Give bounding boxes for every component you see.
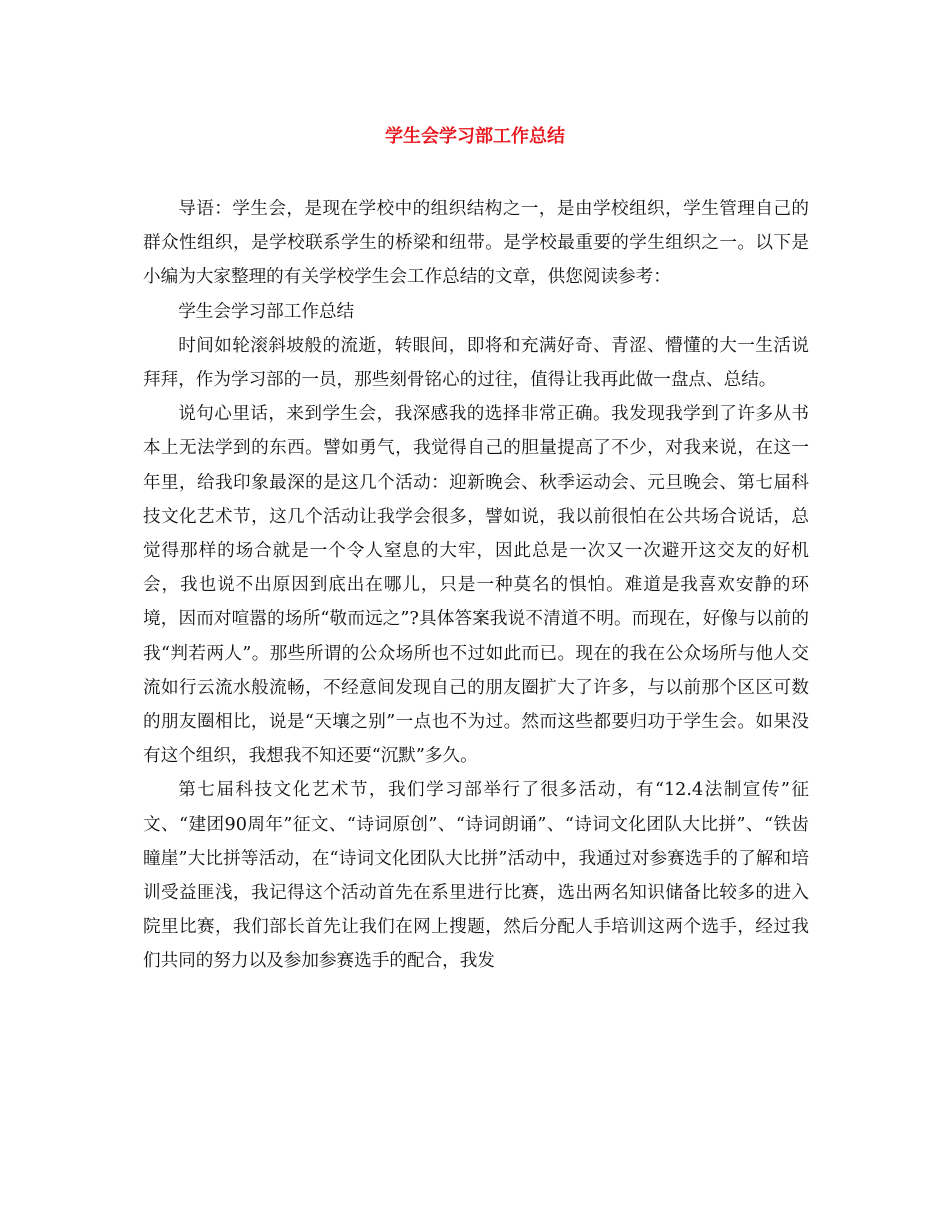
document-title: 学生会学习部工作总结 [385,126,565,147]
paragraph-2: 说句心里话，来到学生会，我深感我的选择非常正确。我发现我学到了许多从书本上无法学到的东西。譬如勇气，我觉得自己的胆量提高了不少，对我来说，在这一年里，给我印象最深的是这几个活动：迎新晚会、秋季运动会、元旦晚会、第七届科技文化艺术节，这几个活动让我学会很多，譬如说，我以前很怕在公共场合说话，总觉得那样的场合就是一个令人窒息的大牢，因此总是一次又一次避开这交友的好机会，我也说不出原因到底出在哪儿，只是一种莫名的惧怕。难道是我喜欢安静的环境，因而对喧嚣的场所“敬而远之”?具体答案我说不清道不明。而现在，好像与以前的我“判若两人”。那些所谓的公众场所也不过如此而已。现在的我在公众场所与他人交流如行云流水般流畅，不经意间发现自己的朋友圈扩大了许多，与以前那个区区可数的朋友圈相比，说是“天壤之别”一点也不为过。然而这些都要归功于学生会。如果没有这个组织，我想我不知还要“沉默”多久。 [143,404,809,767]
paragraph-1: 时间如轮滚斜坡般的流逝，转眼间，即将和充满好奇、青涩、懵懂的大一生活说拜拜，作为学习部的一员，那些刻骨铭心的过往，值得让我再此做一盘点、总结。 [143,335,809,391]
document-body [143,192,809,979]
paragraph-intro: 导语：学生会，是现在学校中的组织结构之一，是由学校组织，学生管理自己的群众性组织，是学校联系学生的桥梁和纽带。是学校最重要的学生组织之一。以下是小编为大家整理的有关学校学生会工作总结的文章，供您阅读参考： [143,199,809,288]
paragraph-3: 第七届科技文化艺术节，我们学习部举行了很多活动，有“12.4法制宣传”征文、“建团90周年”征文、“诗词原创”、“诗词朗诵”、“诗词文化团队大比拼”、“铁齿瞳崖”大比拼等活动，在“诗词文化团队大比拼”活动中，我通过对参赛选手的了解和培训受益匪浅，我记得这个活动首先在系里进行比赛，选出两名知识储备比较多的进入院里比赛，我们部长首先让我们在网上搜题，然后分配人手培训这两个选手，经过我们共同的努力以及参加参赛选手的配合，我发 [143,780,809,972]
paragraph-subtitle: 学生会学习部工作总结 [178,301,355,322]
